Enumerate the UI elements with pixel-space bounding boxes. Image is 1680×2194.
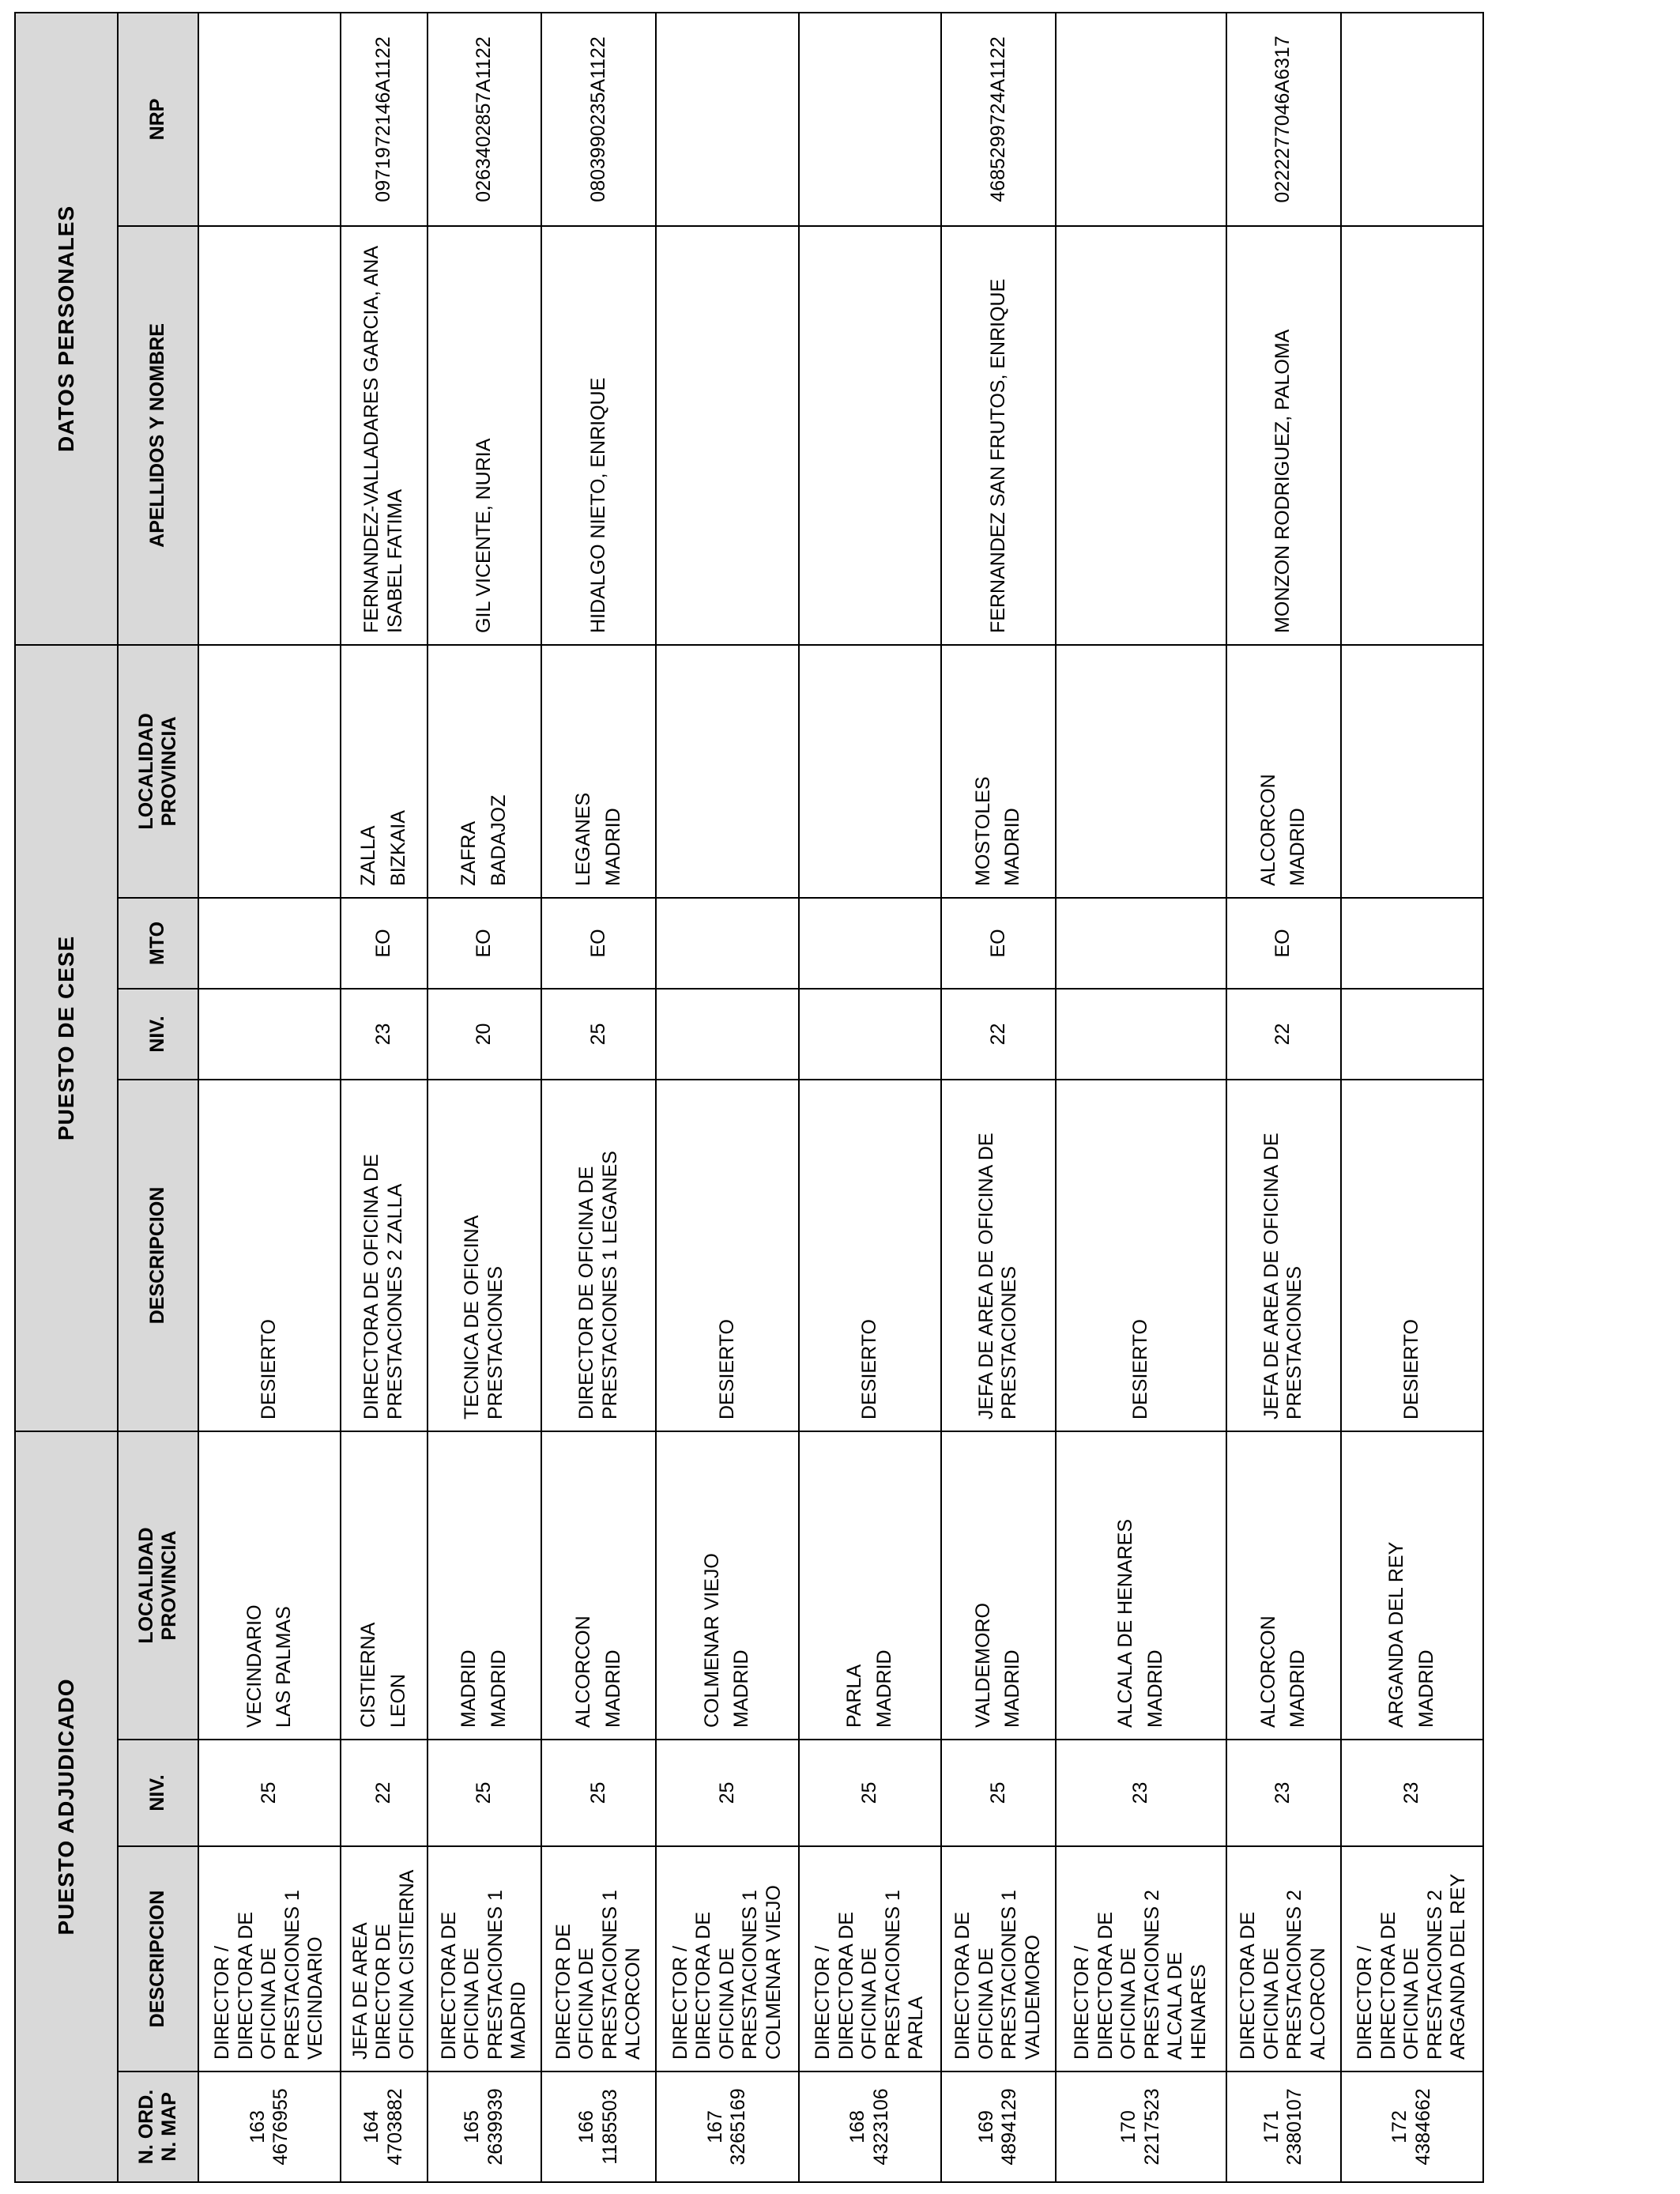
header-adj-localidad (118, 1431, 198, 1740)
cell-cese-mto: EO (428, 898, 542, 989)
cell-nmap: 2217523 (1140, 2088, 1163, 2166)
cell-adj-provincia-value: MADRID (872, 1649, 895, 1728)
cell-adj-niv: 22 (341, 1740, 427, 1846)
header-cese-localidad-label: LOCALIDAD (134, 713, 157, 830)
cell-cese-niv: 25 (541, 989, 656, 1080)
cell-adj-localidad (656, 1431, 798, 1740)
cell-nord-nmap (656, 2071, 798, 2182)
table-row (198, 13, 341, 2182)
cell-cese-localidad-value: ALCORCON (1256, 774, 1279, 886)
header-cese-mto: MTO (118, 898, 198, 989)
cell-cese-niv (198, 989, 341, 1080)
cell-cese-niv (656, 989, 798, 1080)
cell-cese-provincia-value: BADAJOZ (487, 794, 510, 886)
cell-nrp (1341, 13, 1483, 226)
cell-adj-localidad (941, 1431, 1056, 1740)
cell-cese-provincia-value: MADRID (1001, 808, 1024, 886)
cell-adj-provincia-value: MADRID (1286, 1649, 1309, 1728)
cell-nord-nmap (1226, 2071, 1341, 2182)
cell-nmap: 2380107 (1283, 2088, 1306, 2166)
cell-cese-mto: EO (541, 898, 656, 989)
header-cese-niv: NIV. (118, 989, 198, 1080)
header-cese-descripcion: DESCRIPCION (118, 1080, 198, 1431)
cell-adj-descripcion: DIRECTOR / DIRECTORA DE OFICINA DE PRESTACIONES 1 VECINDARIO (198, 1846, 341, 2071)
cell-adj-localidad (1226, 1431, 1341, 1740)
cell-nrp: 4685299724A1122 (941, 13, 1056, 226)
cell-cese-localidad (541, 645, 656, 898)
cell-nrp (1056, 13, 1226, 226)
cell-apellidos-nombre (1341, 226, 1483, 645)
cell-nmap: 3265169 (727, 2088, 750, 2166)
cell-nord: 169 (974, 2110, 997, 2143)
cell-cese-localidad (656, 645, 798, 898)
cell-adj-localidad (1341, 1431, 1483, 1740)
cell-cese-provincia-value: MADRID (1286, 808, 1309, 886)
cell-cese-localidad (428, 645, 542, 898)
cell-cese-niv (1056, 989, 1226, 1080)
cell-nrp (656, 13, 798, 226)
cell-adj-niv: 23 (1226, 1740, 1341, 1846)
cell-adj-niv: 25 (428, 1740, 542, 1846)
header-nord-nmap (118, 2071, 198, 2182)
cell-adj-descripcion: DIRECTOR / DIRECTORA DE OFICINA DE PRESTACIONES 1 COLMENAR VIEJO (656, 1846, 798, 2071)
cell-apellidos-nombre: HIDALGO NIETO, ENRIQUE (541, 226, 656, 645)
cell-adj-localidad-value: ALCORCON (572, 1615, 595, 1728)
cell-adj-provincia-value: MADRID (1414, 1649, 1437, 1728)
cell-cese-localidad (341, 645, 427, 898)
rotated-page (14, 13, 1484, 2183)
group-puesto-adjudicado: PUESTO ADJUDICADO (15, 1431, 118, 2182)
header-adj-provincia-label: PROVINCIA (158, 1530, 180, 1641)
cell-nord-nmap (1056, 2071, 1226, 2182)
cell-adj-localidad-value: CISTIERNA (357, 1622, 380, 1728)
header-cese-localidad (118, 645, 198, 898)
cell-adj-localidad-value: COLMENAR VIEJO (700, 1553, 723, 1728)
table-row (1341, 13, 1483, 2182)
cell-cese-localidad (198, 645, 341, 898)
group-datos-personales: DATOS PERSONALES (15, 13, 118, 645)
cell-nord: 170 (1117, 2110, 1140, 2143)
cell-cese-localidad-value: LEGANES (572, 792, 595, 886)
cell-cese-mto: EO (341, 898, 427, 989)
cell-adj-localidad (541, 1431, 656, 1740)
cell-nmap: 4676955 (269, 2088, 292, 2166)
cell-adj-niv: 23 (1056, 1740, 1226, 1846)
header-adj-descripcion: DESCRIPCION (118, 1846, 198, 2071)
header-nmap: N. MAP (158, 2092, 180, 2162)
cell-adj-descripcion: DIRECTOR / DIRECTORA DE OFICINA DE PRESTACIONES 2 ALCALA DE HENARES (1056, 1846, 1226, 2071)
cell-cese-mto (656, 898, 798, 989)
cell-nord-nmap (941, 2071, 1056, 2182)
table-row (799, 13, 941, 2182)
cell-adj-localidad-value: ARGANDA DEL REY (1385, 1541, 1408, 1728)
cell-adj-descripcion: DIRECTOR DE OFICINA DE PRESTACIONES 1 ALCORCON (541, 1846, 656, 2071)
table-row (941, 13, 1056, 2182)
cell-adj-niv: 25 (541, 1740, 656, 1846)
cell-cese-niv: 20 (428, 989, 542, 1080)
cell-adj-provincia-value: MADRID (1143, 1649, 1166, 1728)
cell-nord: 171 (1260, 2110, 1283, 2143)
cell-adj-localidad-value: MADRID (458, 1649, 480, 1728)
cell-nrp (198, 13, 341, 226)
header-nord: N. ORD. (134, 2089, 157, 2165)
cell-cese-provincia-value: BIZKAIA (386, 810, 409, 886)
table-row (428, 13, 542, 2182)
cell-cese-mto: EO (1226, 898, 1341, 989)
cell-nrp: 0263402857A1122 (428, 13, 542, 226)
cell-cese-localidad-value: ZAFRA (458, 821, 480, 886)
cell-adj-provincia-value: MADRID (601, 1649, 624, 1728)
cell-adj-localidad (428, 1431, 542, 1740)
cell-adj-localidad-value: PARLA (843, 1664, 866, 1728)
cell-adj-localidad-value: VALDEMORO (971, 1603, 994, 1728)
cell-cese-localidad-value: ZALLA (357, 825, 380, 886)
cell-apellidos-nombre (656, 226, 798, 645)
cell-adj-descripcion: DIRECTOR / DIRECTORA DE OFICINA DE PRESTACIONES 1 PARLA (799, 1846, 941, 2071)
cell-cese-mto: EO (941, 898, 1056, 989)
cell-adj-localidad (1056, 1431, 1226, 1740)
cell-cese-descripcion: DESIERTO (1341, 1080, 1483, 1431)
cell-nmap: 4384662 (1411, 2088, 1434, 2166)
cell-adj-localidad-value: VECINDARIO (243, 1604, 266, 1728)
cell-nord-nmap (541, 2071, 656, 2182)
cell-cese-localidad (941, 645, 1056, 898)
cell-nrp: 0971972146A1122 (341, 13, 427, 226)
cell-nord-nmap (799, 2071, 941, 2182)
cell-cese-mto (799, 898, 941, 989)
cell-cese-localidad (1226, 645, 1341, 898)
cell-nord: 172 (1388, 2110, 1411, 2143)
cell-cese-niv (1341, 989, 1483, 1080)
group-puesto-cese: PUESTO DE CESE (15, 645, 118, 1431)
cell-apellidos-nombre (198, 226, 341, 645)
table-row (1056, 13, 1226, 2182)
cell-nmap: 4323106 (869, 2088, 892, 2166)
cell-nord: 168 (846, 2110, 869, 2143)
cell-cese-niv: 22 (941, 989, 1056, 1080)
table-row (656, 13, 798, 2182)
cell-cese-descripcion: DIRECTORA DE OFICINA DE PRESTACIONES 2 ZALLA (341, 1080, 427, 1431)
cell-nrp: 0222277046A6317 (1226, 13, 1341, 226)
cell-apellidos-nombre: FERNANDEZ-VALLADARES GARCIA, ANA ISABEL FATIMA (341, 226, 427, 645)
cell-adj-localidad (198, 1431, 341, 1740)
cell-adj-localidad (341, 1431, 427, 1740)
cell-cese-mto (1056, 898, 1226, 989)
cell-adj-niv: 25 (799, 1740, 941, 1846)
adjudication-table (14, 12, 1484, 2183)
cell-adj-descripcion: DIRECTOR / DIRECTORA DE OFICINA DE PRESTACIONES 2 ARGANDA DEL REY (1341, 1846, 1483, 2071)
cell-nord-nmap (341, 2071, 427, 2182)
cell-cese-descripcion: DESIERTO (799, 1080, 941, 1431)
cell-nmap: 4703882 (383, 2088, 406, 2166)
cell-nord-nmap (198, 2071, 341, 2182)
cell-cese-mto (1341, 898, 1483, 989)
header-nrp: NRP (118, 13, 198, 226)
cell-cese-descripcion: DESIERTO (656, 1080, 798, 1431)
group-header-row (15, 13, 118, 2182)
cell-apellidos-nombre: MONZON RODRIGUEZ, PALOMA (1226, 226, 1341, 645)
cell-adj-descripcion: DIRECTORA DE OFICINA DE PRESTACIONES 1 VALDEMORO (941, 1846, 1056, 2071)
cell-nrp: 0803990235A1122 (541, 13, 656, 226)
cell-adj-niv: 25 (656, 1740, 798, 1846)
cell-cese-descripcion: JEFA DE AREA DE OFICINA DE PRESTACIONES (1226, 1080, 1341, 1431)
cell-nord: 167 (703, 2110, 726, 2143)
cell-nmap: 4894129 (998, 2088, 1021, 2166)
table-body (198, 13, 1483, 2182)
cell-adj-provincia-value: LAS PALMAS (273, 1606, 296, 1728)
header-apellidos: APELLIDOS Y NOMBRE (118, 226, 198, 645)
cell-apellidos-nombre (1056, 226, 1226, 645)
cell-cese-localidad-value: MOSTOLES (971, 776, 994, 886)
cell-apellidos-nombre: FERNANDEZ SAN FRUTOS, ENRIQUE (941, 226, 1056, 645)
header-adj-niv: NIV. (118, 1740, 198, 1846)
cell-adj-niv: 25 (941, 1740, 1056, 1846)
cell-cese-descripcion: DIRECTOR DE OFICINA DE PRESTACIONES 1 LEGANES (541, 1080, 656, 1431)
cell-adj-provincia-value: MADRID (1001, 1649, 1024, 1728)
header-cese-provincia-label: PROVINCIA (158, 716, 180, 827)
cell-adj-provincia-value: MADRID (487, 1649, 510, 1728)
cell-adj-localidad-value: ALCORCON (1256, 1615, 1279, 1728)
cell-nord: 164 (360, 2110, 383, 2143)
cell-nord-nmap (428, 2071, 542, 2182)
cell-apellidos-nombre (799, 226, 941, 645)
cell-adj-niv: 25 (198, 1740, 341, 1846)
table-row (341, 13, 427, 2182)
cell-adj-provincia-value: MADRID (730, 1649, 753, 1728)
cell-adj-localidad-value: ALCALA DE HENARES (1114, 1519, 1137, 1728)
cell-adj-provincia-value: LEON (386, 1673, 409, 1728)
cell-nrp (799, 13, 941, 226)
cell-cese-niv: 23 (341, 989, 427, 1080)
cell-adj-descripcion: JEFA DE AREA DIRECTOR DE OFICINA CISTIERNA (341, 1846, 427, 2071)
table-row (1226, 13, 1341, 2182)
cell-adj-descripcion: DIRECTORA DE OFICINA DE PRESTACIONES 1 MADRID (428, 1846, 542, 2071)
cell-apellidos-nombre: GIL VICENTE, NURIA (428, 226, 542, 645)
cell-cese-localidad (1341, 645, 1483, 898)
cell-nmap: 1185503 (598, 2089, 621, 2165)
cell-cese-descripcion: DESIERTO (1056, 1080, 1226, 1431)
cell-cese-descripcion: TECNICA DE OFICINA PRESTACIONES (428, 1080, 542, 1431)
cell-cese-localidad (1056, 645, 1226, 898)
cell-cese-provincia-value: MADRID (601, 808, 624, 886)
cell-cese-mto (198, 898, 341, 989)
cell-adj-descripcion: DIRECTORA DE OFICINA DE PRESTACIONES 2 ALCORCON (1226, 1846, 1341, 2071)
cell-cese-descripcion: DESIERTO (198, 1080, 341, 1431)
table-row (541, 13, 656, 2182)
column-header-row (118, 13, 198, 2182)
cell-nord-nmap (1341, 2071, 1483, 2182)
cell-cese-niv: 22 (1226, 989, 1341, 1080)
cell-nord: 166 (575, 2110, 598, 2143)
header-adj-localidad-label: LOCALIDAD (134, 1527, 157, 1644)
cell-nord: 165 (461, 2110, 484, 2143)
cell-adj-niv: 23 (1341, 1740, 1483, 1846)
cell-nmap: 2639939 (484, 2088, 507, 2166)
cell-cese-localidad (799, 645, 941, 898)
cell-cese-niv (799, 989, 941, 1080)
cell-adj-localidad (799, 1431, 941, 1740)
cell-cese-descripcion: JEFA DE AREA DE OFICINA DE PRESTACIONES (941, 1080, 1056, 1431)
cell-nord: 163 (246, 2110, 269, 2143)
